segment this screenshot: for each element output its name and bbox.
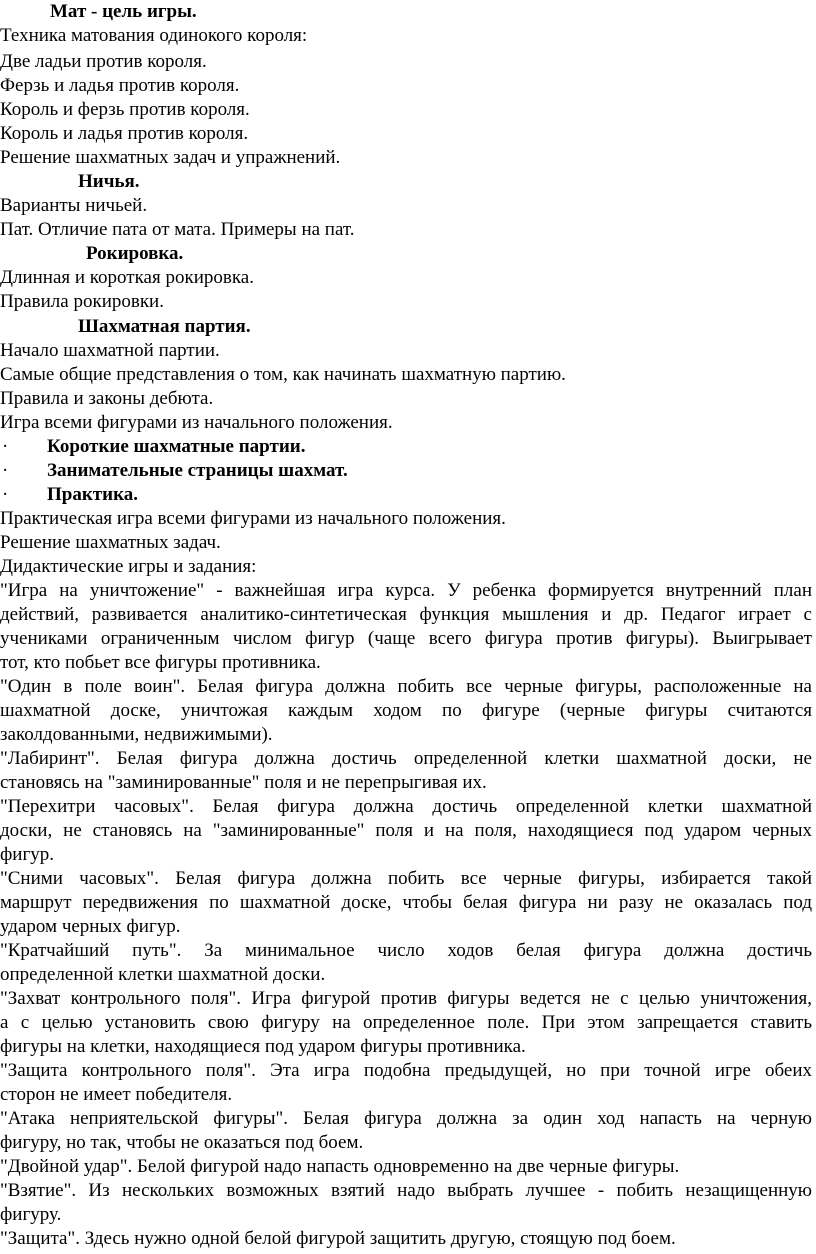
heading-checkmate: Мат - цель игры. — [50, 1, 197, 22]
text-line: действий, развивается аналитико-синтетическая функция мышления и др. Педагог играет с — [0, 604, 812, 625]
text-line: "Взятие". Из нескольких возможных взятий надо выбрать лучшее - побить незащищенную — [0, 1180, 812, 1201]
bullet-text: Занимательные страницы шахмат. — [47, 460, 348, 481]
text-line: доски, не становясь на "заминированные" поля и на поля, находящиеся под ударом черных — [0, 820, 812, 841]
bullet-text: Практика. — [47, 484, 138, 505]
text-line: определенной клетки шахматной доски. — [0, 964, 326, 985]
text-line: сторон не имеет победителя. — [0, 1084, 233, 1105]
bullet-item — [0, 483, 812, 506]
text-line: "Атака неприятельской фигуры". Белая фигура должна за один ход напасть на черную — [0, 1108, 812, 1129]
text-line: Король и ферзь против короля. — [0, 99, 250, 120]
text-line: Ферзь и ладья против короля. — [0, 75, 240, 96]
bullet-text: Короткие шахматные партии. — [47, 436, 306, 457]
text-line: "Сними часовых". Белая фигура должна побить все черные фигуры, избирается такой — [0, 868, 812, 889]
text-line: Длинная и короткая рокировка. — [0, 267, 254, 288]
heading-chess-game: Шахматная партия. — [78, 316, 251, 337]
heading-draw: Ничья. — [78, 171, 140, 192]
text-line: "Двойной удар". Белой фигурой надо напасть одновременно на две черные фигуры. — [0, 1156, 680, 1177]
text-line: Практическая игра всеми фигурами из начального положения. — [0, 508, 506, 529]
text-line: маршрут передвижения по шахматной доске, чтобы белая фигура ни разу не оказалась под — [0, 892, 812, 913]
text-line: "Один в поле воин". Белая фигура должна побить все черные фигуры, расположенные на — [0, 676, 812, 697]
text-line: "Перехитри часовых". Белая фигура должна достичь определенной клетки шахматной — [0, 796, 812, 817]
text-line: "Захват контрольного поля". Игра фигурой против фигуры ведется не с целью уничтожения, — [0, 988, 812, 1009]
text-line: "Защита контрольного поля". Эта игра подобна предыдущей, но при точной игре обеих — [0, 1060, 812, 1081]
text-line: фигуры на клетки, находящиеся под ударом фигуры противника. — [0, 1036, 526, 1057]
text-line: Игра всеми фигурами из начального положения. — [0, 412, 393, 433]
text-line: Начало шахматной партии. — [0, 340, 220, 361]
text-line: становясь на "заминированные" поля и не перепрыгивая их. — [0, 772, 487, 793]
text-line: "Кратчайший путь". За минимальное число ходов белая фигура должна достичь — [0, 940, 812, 961]
text-line: заколдованными, недвижимыми). — [0, 724, 273, 745]
text-line: Варианты ничьей. — [0, 195, 148, 216]
text-line: Дидактические игры и задания: — [0, 556, 257, 577]
text-line: Правила и законы дебюта. — [0, 388, 214, 409]
text-line: Две ладьи против короля. — [0, 51, 207, 72]
bullet-item — [0, 435, 812, 458]
text-line: "Защита". Здесь нужно одной белой фигурой защитить другую, стоящую под боем. — [0, 1228, 676, 1249]
text-line: Решение шахматных задач и упражнений. — [0, 147, 341, 168]
text-line: а с целью установить свою фигуру на определенное поле. При этом запрещается ставить — [0, 1012, 812, 1033]
text-line: Самые общие представления о том, как начинать шахматную партию. — [0, 364, 566, 385]
text-line: Правила рокировки. — [0, 291, 164, 312]
text-line: учениками ограниченным числом фигур (чаще всего фигура против фигуры). Выигрывает — [0, 628, 812, 649]
text-line: Пат. Отличие пата от мата. Примеры на пат. — [0, 219, 355, 240]
text-line: Король и ладья против короля. — [0, 123, 249, 144]
text-line: Решение шахматных задач. — [0, 532, 221, 553]
text-line: "Игра на уничтожение" - важнейшая игра курса. У ребенка формируется внутренний план — [0, 580, 812, 601]
bullet-item — [0, 459, 812, 482]
text-line: "Лабиринт". Белая фигура должна достичь определенной клетки шахматной доски, не — [0, 748, 812, 769]
text-line: ударом черных фигур. — [0, 916, 181, 937]
text-line: Техника матования одинокого короля: — [0, 25, 308, 46]
text-line: тот, кто побьет все фигуры противника. — [0, 652, 321, 673]
text-line: шахматной доске, уничтожая каждым ходом по фигуре (черные фигуры считаются — [0, 700, 812, 721]
heading-castling: Рокировка. — [86, 243, 184, 264]
text-line: фигур. — [0, 844, 55, 865]
text-line: фигуру. — [0, 1204, 62, 1225]
text-line: фигуру, но так, чтобы не оказаться под боем. — [0, 1132, 364, 1153]
bullet-marker: · — [2, 484, 9, 505]
bullet-marker: · — [2, 460, 9, 481]
bullet-marker: · — [2, 436, 9, 457]
